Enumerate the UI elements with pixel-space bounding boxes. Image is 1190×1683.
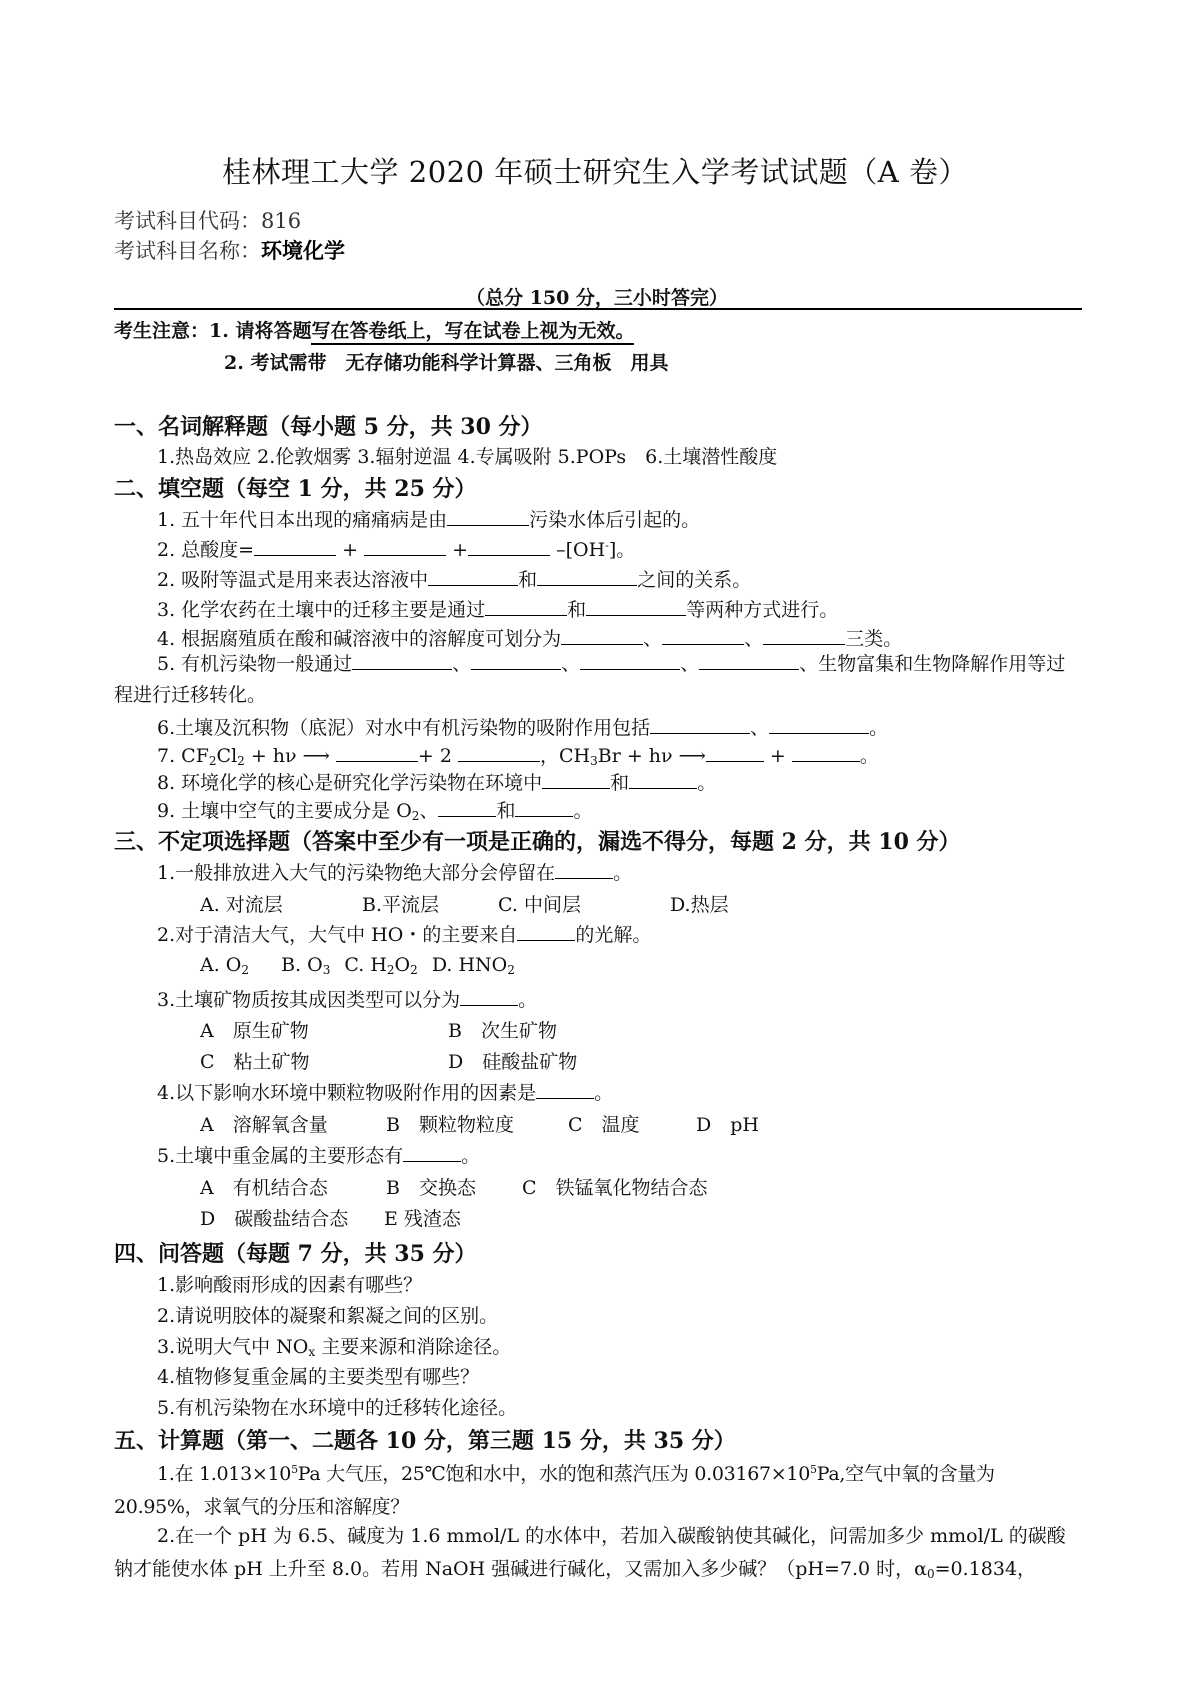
q-text: 8. 环境化学的核心是研究化学污染物在环境中 <box>157 772 543 794</box>
option: B.平流层 <box>362 894 440 916</box>
subject-name-label: 考试科目名称： <box>114 239 261 263</box>
q-text: ，CH <box>540 745 591 767</box>
answer-blank <box>537 568 637 586</box>
superscript: 5 <box>291 1463 298 1476</box>
option: C. H <box>344 954 387 976</box>
q-text: 、 <box>419 800 439 822</box>
subject-code-line <box>114 205 301 235</box>
answer-blank <box>458 744 540 762</box>
subject-name-value: 环境化学 <box>261 238 345 263</box>
subscript: 2 <box>237 754 245 768</box>
fill-q1 <box>157 505 700 532</box>
q-text: 。 <box>869 717 889 739</box>
answer-blank <box>699 652 799 670</box>
q-text: 6.土壤及沉积物（底泥）对水中有机污染物的吸附作用包括 <box>157 717 651 739</box>
answer-blank <box>542 771 610 789</box>
answer-blank <box>403 1144 461 1162</box>
q-text: 、 <box>452 653 472 675</box>
answer-blank <box>471 652 561 670</box>
q-text: + <box>763 745 792 767</box>
answer-blank <box>352 652 452 670</box>
option: C 粘土矿物 <box>200 1051 310 1073</box>
option: D pH <box>696 1114 759 1136</box>
q-text: + hν ⟶ <box>244 745 336 767</box>
q-text: 3.说明大气中 NO <box>157 1336 309 1358</box>
notice-line-1 <box>114 316 634 343</box>
option: B. O <box>281 954 323 976</box>
fill-q2b <box>157 565 751 592</box>
option: B 交换态 <box>386 1177 476 1199</box>
q-text: 。 <box>518 989 538 1011</box>
answer-blank <box>561 627 643 645</box>
answer-blank <box>662 627 744 645</box>
q-text: 、 <box>680 653 700 675</box>
q-text: 2. 总酸度= <box>157 539 255 561</box>
choice-q4 <box>157 1078 613 1105</box>
q-text: 3. 化学农药在土壤中的迁移主要是通过 <box>157 599 486 621</box>
calc-q1 <box>114 1453 1082 1524</box>
q-text: 等两种方式进行。 <box>686 599 839 621</box>
notice-label: 考生注意： <box>114 320 210 342</box>
answer-blank <box>629 771 697 789</box>
fill-q9 <box>157 796 592 823</box>
q-text: 主要来源和消除途径。 <box>315 1336 512 1358</box>
q-text: 5.土壤中重金属的主要形态有 <box>157 1145 404 1167</box>
superscript: - <box>605 539 609 552</box>
option: O <box>394 954 411 976</box>
subscript: 2 <box>507 963 515 977</box>
section-2-heading: 二、填空题（每空 1 分，共 25 分） <box>114 476 477 502</box>
fill-q4 <box>157 624 902 651</box>
q-text: 。 <box>573 800 593 822</box>
q-text: 4.以下影响水环境中颗粒物吸附作用的因素是 <box>157 1082 537 1104</box>
option: A 溶解氧含量 <box>200 1114 328 1136</box>
answer-blank <box>428 568 518 586</box>
q-text: Cl <box>216 745 238 767</box>
q-text: 和 <box>567 599 587 621</box>
subscript: 2 <box>411 809 420 823</box>
notice-line-2: 2. 考试需带 无存储功能科学计算器、三角板 用具 <box>224 352 669 374</box>
option: D 碳酸盐结合态 <box>200 1208 349 1230</box>
option: A. 对流层 <box>200 894 283 916</box>
essay-q5: 5.有机污染物在水环境中的迁移转化途径。 <box>157 1397 518 1419</box>
answer-blank <box>364 538 446 556</box>
essay-q1: 1.影响酸雨形成的因素有哪些？ <box>157 1274 423 1296</box>
q-text: 、 <box>643 628 663 650</box>
q-text: 2. 吸附等温式是用来表达溶液中 <box>157 569 429 591</box>
q-text: + <box>336 539 365 561</box>
q-text: 和 <box>496 800 516 822</box>
answer-blank <box>460 988 518 1006</box>
subscript: 3 <box>322 963 331 977</box>
option: A 原生矿物 <box>200 1020 309 1042</box>
q-text: 1.在 1.013×10 <box>157 1463 292 1485</box>
q-text: 9. 土壤中空气的主要成分是 O <box>157 800 412 822</box>
fill-q6 <box>157 713 888 740</box>
q-text: 和 <box>518 569 538 591</box>
fill-q3 <box>157 595 838 622</box>
answer-blank <box>580 652 680 670</box>
option: C 铁锰氧化物结合态 <box>522 1177 708 1199</box>
q-text: 污染水体后引起的。 <box>529 509 701 531</box>
header-divider <box>114 308 1082 310</box>
choice-q2 <box>157 920 651 947</box>
answer-blank <box>254 538 336 556</box>
q-text: 。 <box>613 862 633 884</box>
option: D. HNO <box>431 954 508 976</box>
q-text: –[OH <box>550 539 606 561</box>
essay-q4: 4.植物修复重金属的主要类型有哪些？ <box>157 1366 480 1388</box>
q-text: 。 <box>594 1082 614 1104</box>
answer-blank <box>438 799 496 817</box>
q-text: 三类。 <box>845 628 903 650</box>
option: A. O <box>200 954 242 976</box>
option: A 有机结合态 <box>200 1177 328 1199</box>
choice-q1 <box>157 858 632 885</box>
q-text: 和 <box>610 772 630 794</box>
choice-q3 <box>157 985 537 1012</box>
section-1-terms: 1.热岛效应 2.伦敦烟雾 3.辐射逆温 4.专属吸附 5.POPs 6.土壤潜性酸度 <box>157 446 778 468</box>
essay-q3 <box>157 1332 511 1359</box>
q-text: 、 <box>744 628 764 650</box>
q-text: ]。 <box>608 539 636 561</box>
q-text: Pa,空气中氧的含量为 20.95%，求氧气的分压和溶解度？ <box>114 1463 995 1518</box>
subject-code-label: 考试科目代码： <box>114 209 261 233</box>
q-text: + <box>446 539 469 561</box>
section-5-heading: 五、计算题（第一、二题各 10 分，第三题 15 分，共 35 分） <box>114 1428 736 1454</box>
q-text: 。 <box>697 772 717 794</box>
subscript: 0 <box>927 1567 935 1581</box>
fill-q5 <box>114 649 1082 711</box>
option: C. 中间层 <box>498 894 581 916</box>
subject-code-value: 816 <box>261 209 302 233</box>
subscript: x <box>308 1345 316 1359</box>
q-text: 7. CF <box>157 745 209 767</box>
answer-blank <box>468 538 550 556</box>
q-text: =0.1834， <box>934 1558 1037 1580</box>
answer-blank <box>586 598 686 616</box>
q-text: 3.土壤矿物质按其成因类型可以分为 <box>157 989 461 1011</box>
fill-q2 <box>157 535 635 562</box>
answer-blank <box>769 716 869 734</box>
q-text: 之间的关系。 <box>637 569 752 591</box>
answer-blank <box>792 744 860 762</box>
option: B 颗粒物粒度 <box>386 1114 514 1136</box>
choice-q2-options <box>200 954 515 977</box>
subscript: 2 <box>386 963 395 977</box>
answer-blank <box>706 744 764 762</box>
subscript: 3 <box>590 754 598 768</box>
answer-blank <box>336 744 418 762</box>
q-text: 、 <box>561 653 581 675</box>
subject-name-line <box>114 235 345 265</box>
q-text: + 2 <box>417 745 458 767</box>
calc-q2 <box>114 1520 1082 1591</box>
q-text: 。 <box>859 745 879 767</box>
q-text: Pa 大气压，25℃饱和水中，水的饱和蒸汽压为 0.03167×10 <box>297 1463 811 1485</box>
fill-q7 <box>157 741 879 768</box>
answer-blank <box>447 508 529 526</box>
answer-blank <box>650 716 750 734</box>
q-text: 1. 五十年代日本出现的痛痛病是由 <box>157 509 448 531</box>
q-text: 5. 有机污染物一般通过 <box>157 653 353 675</box>
section-3-heading: 三、不定项选择题（答案中至少有一项是正确的，漏选不得分，每题 2 分，共 10 分） <box>114 829 961 855</box>
q-text: 2.在一个 pH 为 6.5、碱度为 1.6 mmol/L 的水体中，若加入碳酸钠使其碱化，问需加多少 mmol/L 的碳酸钠才能使水体 pH 上升至 8.0。若用 NaOH 强碱进行碱化，又需加入多少碱？（pH=7.0 时，α <box>114 1525 1066 1580</box>
superscript: 5 <box>810 1463 817 1476</box>
q-text: 、 <box>750 717 770 739</box>
total-score-note: （总分 150 分，三小时答完） <box>466 287 728 309</box>
answer-blank <box>763 627 845 645</box>
subscript: 2 <box>410 963 418 977</box>
essay-q2: 2.请说明胶体的凝聚和絮凝之间的区别。 <box>157 1305 499 1327</box>
option: D 硅酸盐矿物 <box>448 1051 578 1073</box>
exam-title: 桂林理工大学 2020 年硕士研究生入学考试试题（A 卷） <box>222 155 968 189</box>
q-text: 。 <box>461 1145 481 1167</box>
answer-blank <box>485 598 567 616</box>
subscript: 2 <box>241 963 250 977</box>
option: C 温度 <box>568 1114 640 1136</box>
option: B 次生矿物 <box>448 1020 557 1042</box>
answer-blank <box>555 861 613 879</box>
subscript: 2 <box>208 754 217 768</box>
q-text: 4. 根据腐殖质在酸和碱溶液中的溶解度可划分为 <box>157 628 562 650</box>
notice-item-1-underlined: 写在答卷纸上，写在试卷上视为无效。 <box>311 320 634 345</box>
choice-q5 <box>157 1141 480 1168</box>
answer-blank <box>536 1081 594 1099</box>
q-text: 、生物富集和生物降解作用等过程进行迁移转化。 <box>114 653 1066 706</box>
option: E 残渣态 <box>384 1208 461 1230</box>
notice-item-1: 1. 请将答题 <box>209 320 312 342</box>
option: D.热层 <box>670 894 729 916</box>
fill-q8 <box>157 768 716 795</box>
answer-blank <box>517 923 575 941</box>
q-text: 2.对于清洁大气，大气中 HO・的主要来自 <box>157 924 518 946</box>
q-text: 的光解。 <box>575 924 652 946</box>
section-1-heading: 一、名词解释题（每小题 5 分，共 30 分） <box>114 414 543 440</box>
q-text: Br + hν ⟶ <box>597 745 706 767</box>
answer-blank <box>515 799 573 817</box>
section-4-heading: 四、问答题（每题 7 分，共 35 分） <box>114 1241 477 1267</box>
q-text: 1.一般排放进入大气的污染物绝大部分会停留在 <box>157 862 556 884</box>
